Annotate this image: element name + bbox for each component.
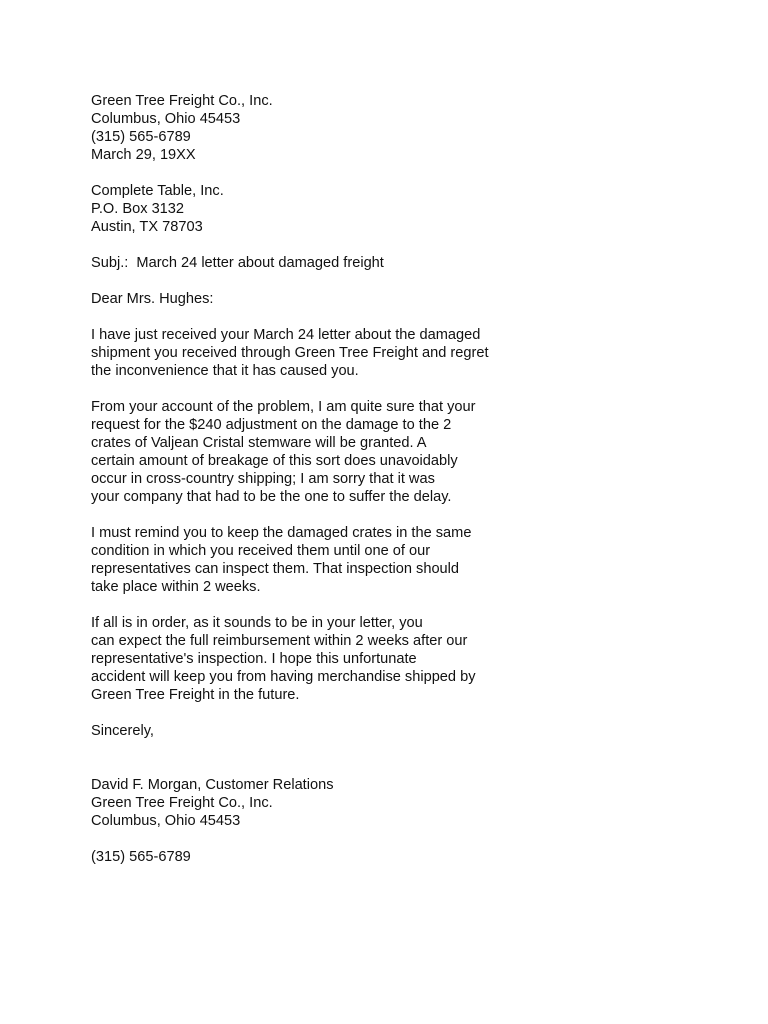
signer-name: David F. Morgan, Customer Relations xyxy=(91,777,334,793)
salutation xyxy=(91,290,731,308)
subject-line xyxy=(91,254,731,272)
subject-text: Subj.: March 24 letter about damaged freight xyxy=(91,255,384,271)
letter-date: March 29, 19XX xyxy=(91,147,196,163)
body-paragraph-1 xyxy=(91,326,731,380)
body-paragraph-3 xyxy=(91,524,731,596)
body-line: If all is in order, as it sounds to be in your letter, you xyxy=(91,615,423,631)
recipient-company: Complete Table, Inc. xyxy=(91,183,224,199)
letter xyxy=(91,92,731,884)
sender-phone: (315) 565-6789 xyxy=(91,129,191,145)
body-line: the inconvenience that it has caused you. xyxy=(91,363,359,379)
closing-text: Sincerely, xyxy=(91,723,154,739)
body-line: From your account of the problem, I am quite sure that your xyxy=(91,399,476,415)
body-line: your company that had to be the one to suffer the delay. xyxy=(91,489,452,505)
body-line: Green Tree Freight in the future. xyxy=(91,687,300,703)
signature-block xyxy=(91,776,731,830)
recipient-city: Austin, TX 78703 xyxy=(91,219,203,235)
body-paragraph-2 xyxy=(91,398,731,506)
body-line: crates of Valjean Cristal stemware will be granted. A xyxy=(91,435,427,451)
body-line: can expect the full reimbursement within 2 weeks after our xyxy=(91,633,468,649)
signer-city: Columbus, Ohio 45453 xyxy=(91,813,241,829)
body-line: certain amount of breakage of this sort does unavoidably xyxy=(91,453,458,469)
body-line: take place within 2 weeks. xyxy=(91,579,261,595)
sender-company: Green Tree Freight Co., Inc. xyxy=(91,93,273,109)
salutation-text: Dear Mrs. Hughes: xyxy=(91,291,214,307)
recipient-po-box: P.O. Box 3132 xyxy=(91,201,185,217)
signature-phone xyxy=(91,848,731,866)
signer-company: Green Tree Freight Co., Inc. xyxy=(91,795,273,811)
body-line: shipment you received through Green Tree Freight and regret xyxy=(91,345,489,361)
body-line: request for the $240 adjustment on the damage to the 2 xyxy=(91,417,452,433)
closing xyxy=(91,722,731,740)
body-line: I have just received your March 24 letter about the damaged xyxy=(91,327,481,343)
recipient-address xyxy=(91,182,731,236)
body-line: representative's inspection. I hope this unfortunate xyxy=(91,651,417,667)
body-paragraph-4 xyxy=(91,614,731,704)
sender-city: Columbus, Ohio 45453 xyxy=(91,111,241,127)
sender-address xyxy=(91,92,731,164)
body-line: representatives can inspect them. That inspection should xyxy=(91,561,460,577)
body-line: I must remind you to keep the damaged crates in the same xyxy=(91,525,472,541)
body-line: condition in which you received them until one of our xyxy=(91,543,431,559)
signer-phone: (315) 565-6789 xyxy=(91,849,191,865)
body-line: occur in cross-country shipping; I am sorry that it was xyxy=(91,471,435,487)
body-line: accident will keep you from having merchandise shipped by xyxy=(91,669,476,685)
